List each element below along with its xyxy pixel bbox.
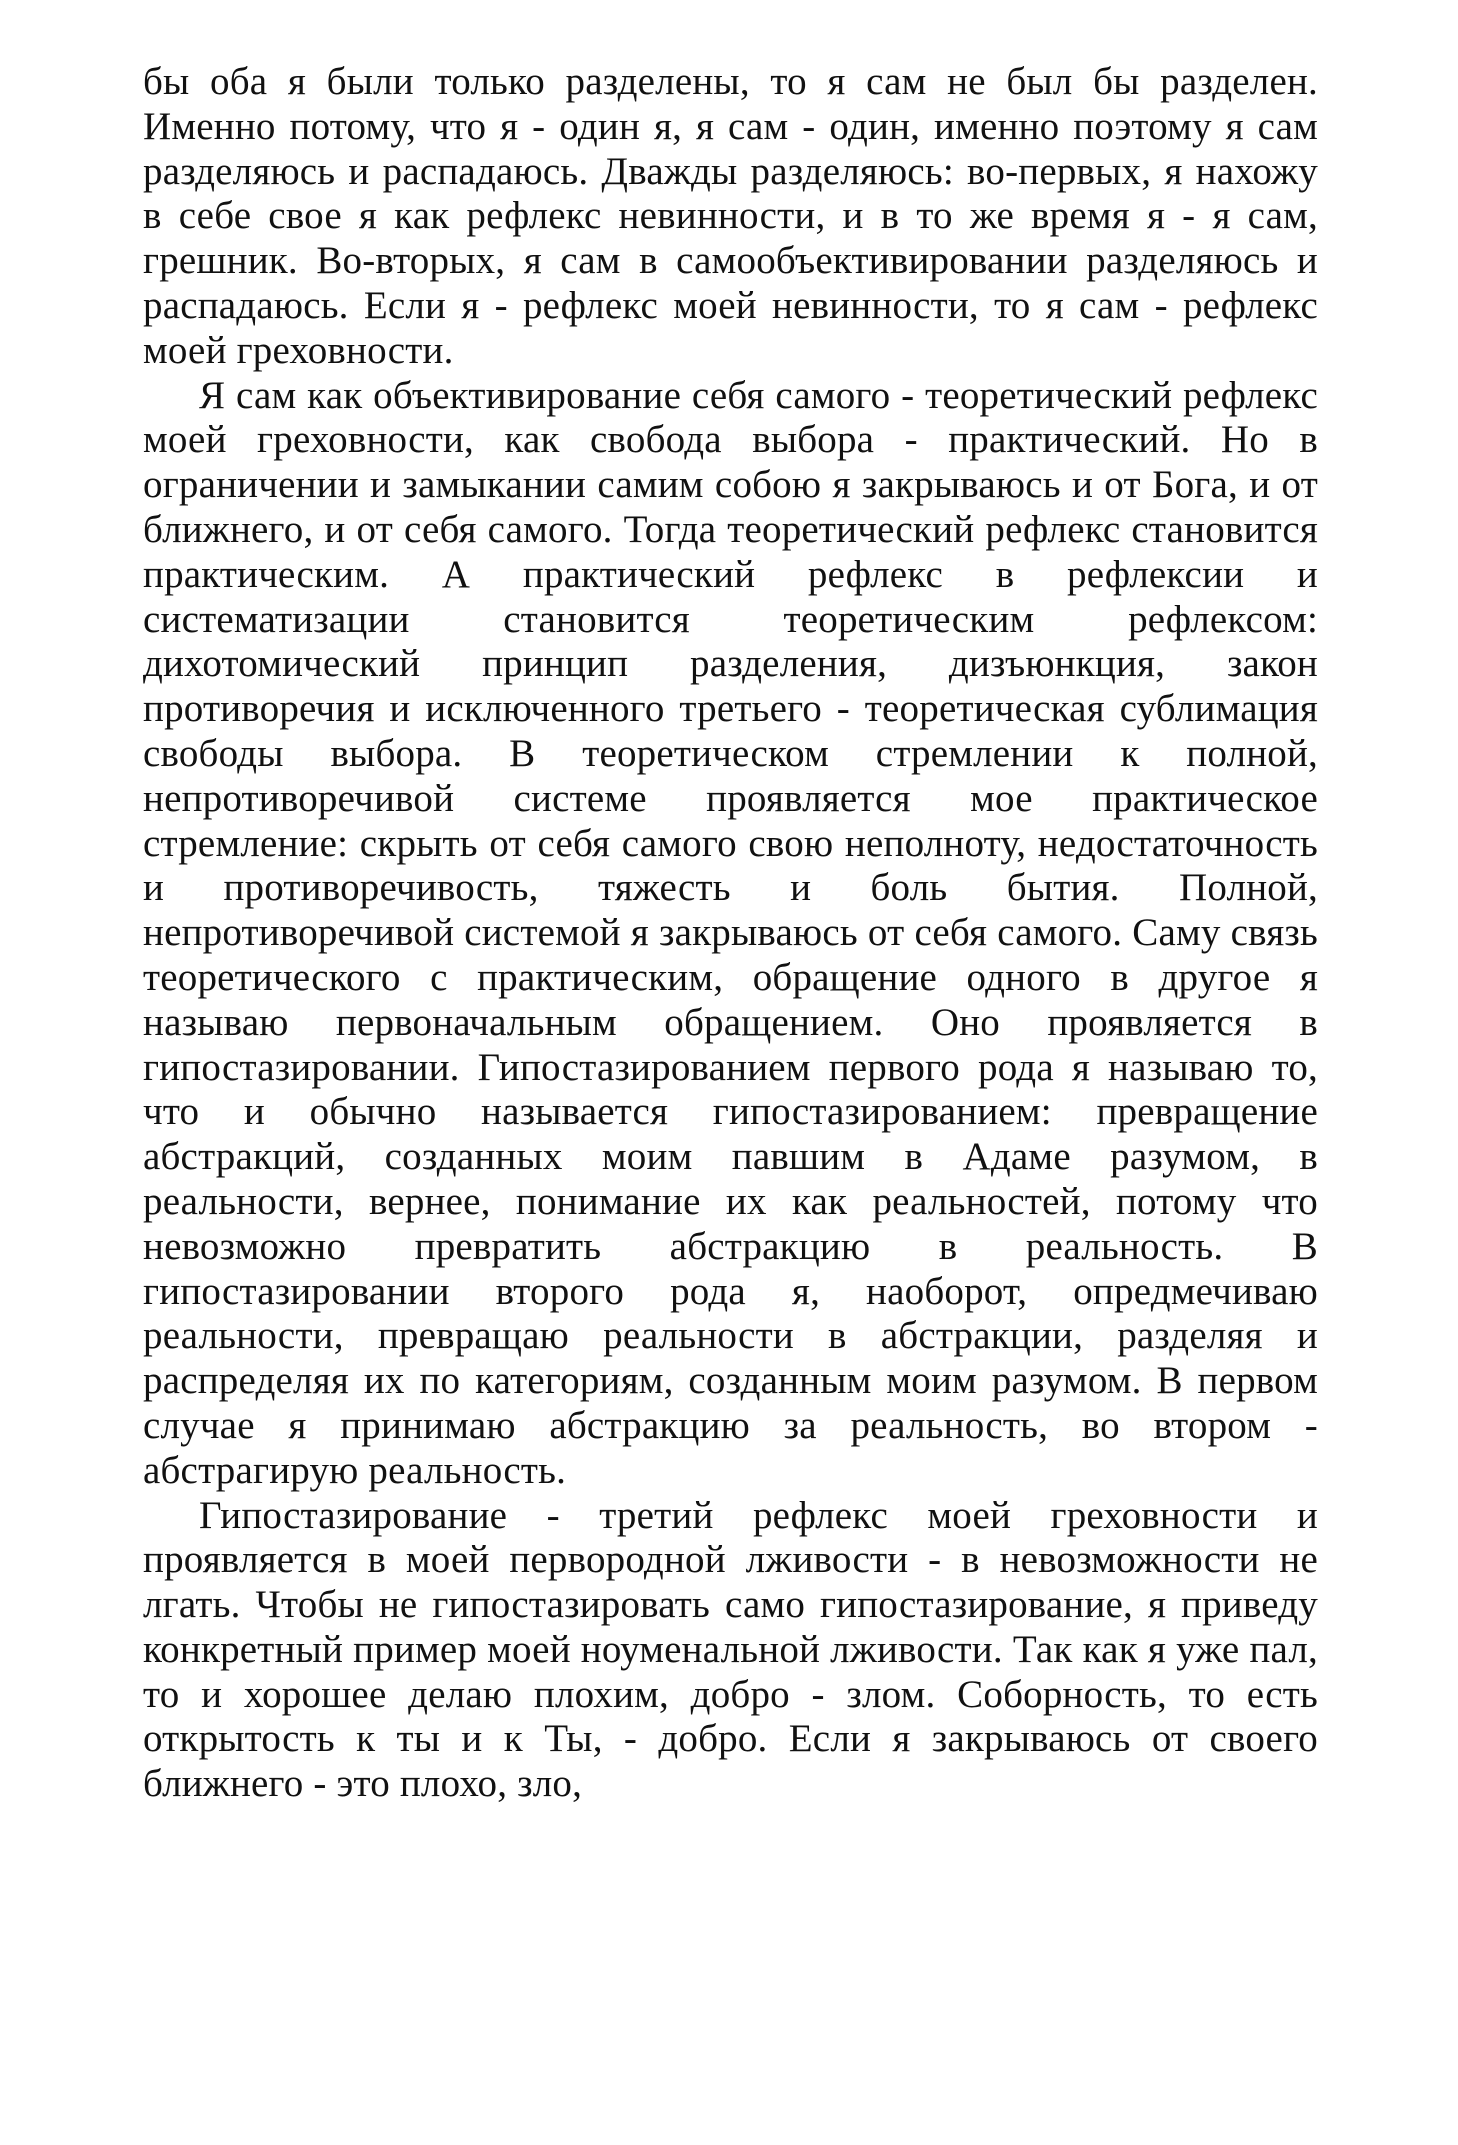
- paragraph-3: Гипостазирование - третий рефлекс моей греховности и проявляется в моей первородной лживости - в невозможности не лгать. Чтобы не гипостазировать само гипостазирование, я приведу конкретный пример моей ноуменальной лживости. Так как я уже пал, то и хорошее делаю плохим, добро - злом. Соборность, то есть открытость к ты и к Ты, - добро. Если я закрываюсь от своего ближнего - это плохо, зло,: [143, 1493, 1318, 1806]
- paragraph-1: бы оба я были только разделены, то я сам не был бы разделен. Именно потому, что я - один я, я сам - один, именно поэтому я сам разделяюсь и распадаюсь. Дважды разделяюсь: во-первых, я нахожу в себе свое я как рефлекс невинности, и в то же время я - я сам, грешник. Во-вторых, я сам в самообъективировании разделяюсь и распадаюсь. Если я - рефлекс моей невинности, то я сам - рефлекс моей греховности.: [143, 60, 1318, 372]
- document-page: [143, 60, 1318, 1807]
- paragraph-2: Я сам как объективирование себя самого - теоретический рефлекс моей греховности, как свобода выбора - практический. Но в ограничении и замыкании самим собою я закрываюсь и от Бога, и от ближнего, и от себя самого. Тогда теоретический рефлекс становится практическим. А практический рефлекс в рефлексии и систематизации становится теоретическим рефлексом: дихотомический принцип разделения, дизъюнкция, закон противоречия и исключенного третьего - теоретическая сублимация свободы выбора. В теоретическом стремлении к полной, непротиворечивой системе проявляется мое практическое стремление: скрыть от себя самого свою неполноту, недостаточность и противоречивость, тяжесть и боль бытия. Полной, непротиворечивой системой я закрываюсь от себя самого. Саму связь теоретического с практическим, обращение одного в другое я называю первоначальным обращением. Оно проявляется в гипостазировании. Гипостазированием первого рода я называю то, что и обычно называется гипостазированием: превращение абстракций, созданных моим павшим в Адаме разумом, в реальности, вернее, понимание их как реальностей, потому что невозможно превратить абстракцию в реальность. В гипостазировании второго рода я, наоборот, опредмечиваю реальности, превращаю реальности в абстракции, разделяя и распределяя их по категориям, созданным моим разумом. В первом случае я принимаю абстракцию за реальность, во втором - абстрагирую реальность.: [143, 373, 1318, 1492]
